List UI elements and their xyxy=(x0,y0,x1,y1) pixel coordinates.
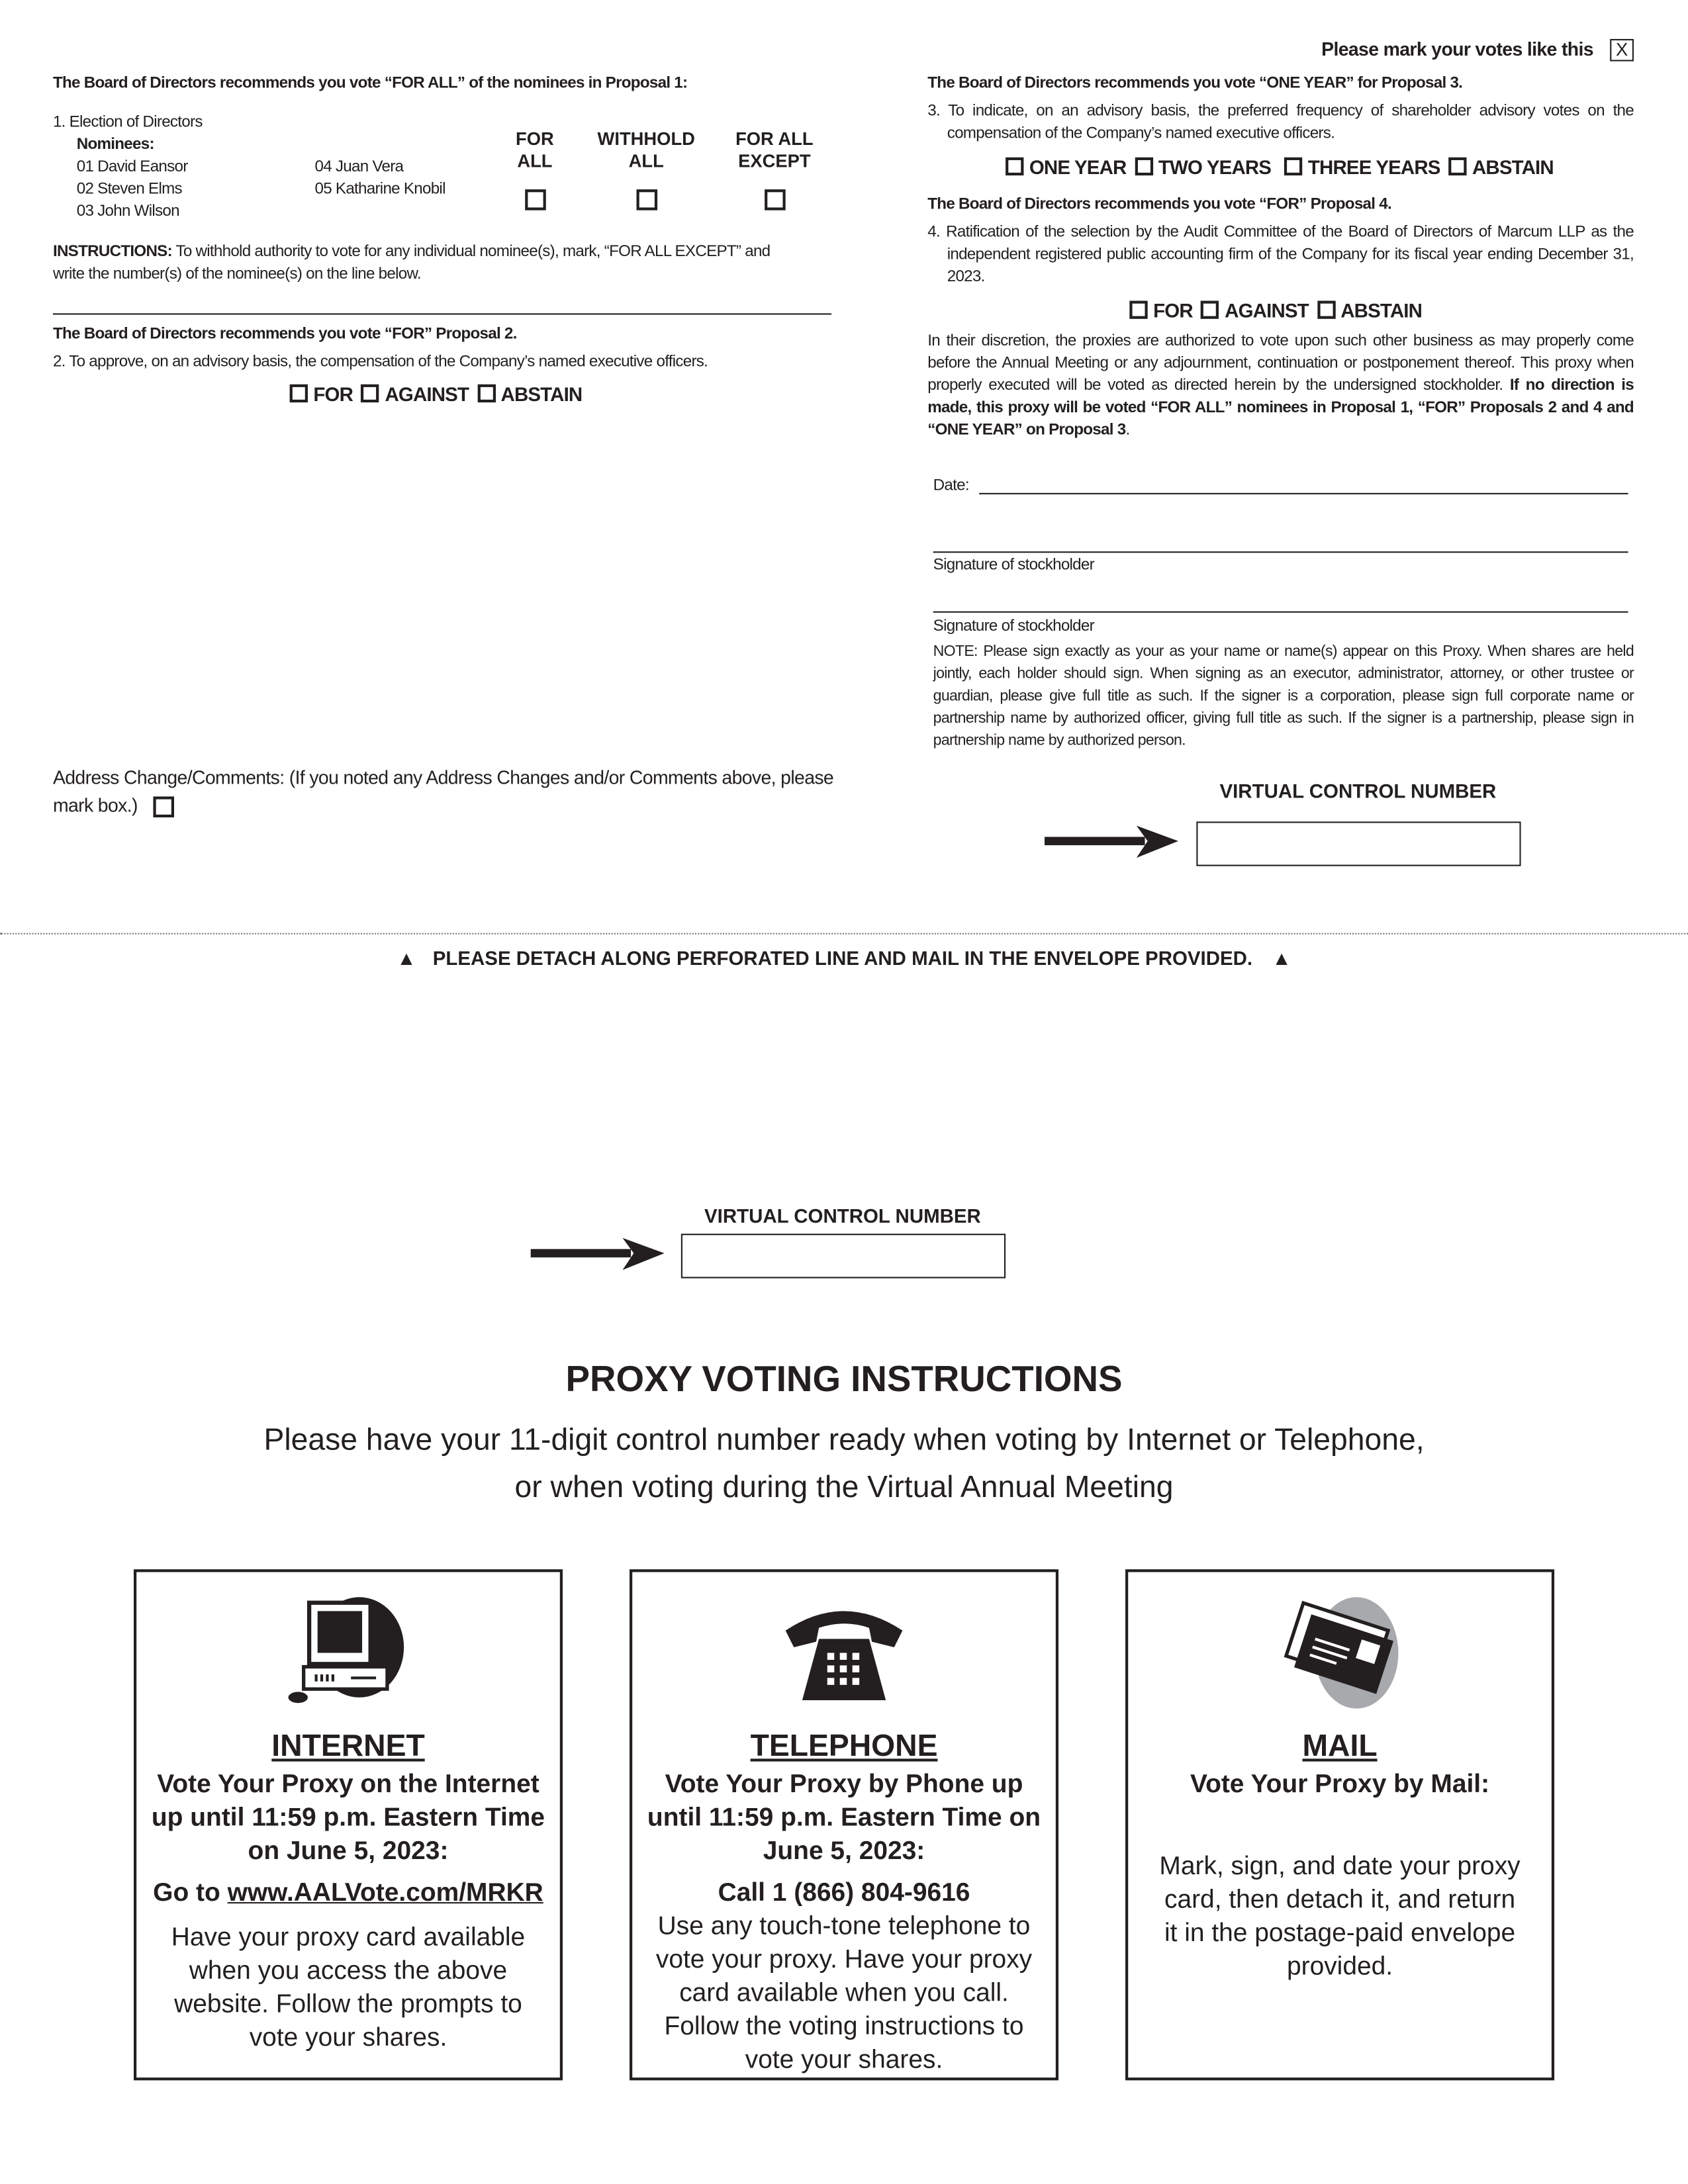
proposal2-heading: The Board of Directors recommends you vote “FOR” Proposal 2. xyxy=(52,326,517,343)
mail-heading: MAIL xyxy=(1302,1728,1378,1763)
triangle-up-icon: ▲ xyxy=(1272,946,1291,970)
proposal1-item: 1. Election of Directors xyxy=(52,114,203,131)
example-mark-icon: X xyxy=(1610,39,1634,62)
discretion-text: In their discretion, the proxies are authorized to vote upon such other business as may properly come before the Annual Meeting or any adjournment, continuation or postponement thereof. This proxy when properly executed will be voted as directed herein by the undersigned stockholder. If no direction is made, this proxy will be voted “FOR ALL” nominees in Proposal 1, “FOR” Proposals 2 and 4 and “ONE YEAR” on Proposal 3. xyxy=(927,332,1634,439)
arrow-right-icon xyxy=(531,1236,666,1271)
telephone-deadline: Vote Your Proxy by Phone up until 11:59 p.m. Eastern Time on June 5, 2023: xyxy=(647,1768,1041,1865)
telephone-icon xyxy=(774,1592,914,1717)
signature-field-2[interactable] xyxy=(933,612,1628,613)
voting-instructions-subtitle: or when voting during the Virtual Annual Meeting xyxy=(514,1469,1174,1504)
column-for-all-except: FOR ALL EXCEPT xyxy=(735,128,814,171)
internet-card xyxy=(134,1569,563,2080)
proposal4-text: 4. Ratification of the selection by the Audit Committee of the Board of Directors of Marcum LLP as the independent registered public accounting firm of the Company for its fiscal year ending December 31, 2023. xyxy=(927,224,1634,286)
proposal2-options: FOR AGAINST ABSTAIN xyxy=(290,383,590,406)
proposal1-instructions-line2: write the number(s) of the nominee(s) on the line below. xyxy=(52,265,421,283)
triangle-up-icon: ▲ xyxy=(397,946,416,970)
two-years-checkbox[interactable] xyxy=(1135,158,1152,175)
date-label: Date: xyxy=(933,477,969,494)
virtual-control-number-box xyxy=(1196,821,1521,866)
internet-instructions: Have your proxy card available when you access the above website. Follow the prompts to vote your shares. xyxy=(171,1921,526,2052)
mail-subheading: Vote Your Proxy by Mail: xyxy=(1190,1768,1490,1798)
voting-instructions-title: PROXY VOTING INSTRUCTIONS xyxy=(565,1357,1123,1400)
nominee-exception-line[interactable] xyxy=(53,313,831,314)
computer-icon xyxy=(279,1592,418,1717)
column-for-all: FOR ALL xyxy=(516,128,554,171)
proposal3-heading: The Board of Directors recommends you vote “ONE YEAR” for Proposal 3. xyxy=(927,75,1463,92)
three-years-checkbox[interactable] xyxy=(1284,158,1302,175)
nominee: 01 David Eansor xyxy=(76,158,188,176)
proposal3-abstain-checkbox[interactable] xyxy=(1448,158,1466,175)
proposal4-heading: The Board of Directors recommends you vote “FOR” Proposal 4. xyxy=(927,196,1391,213)
internet-heading: INTERNET xyxy=(271,1728,425,1763)
proposal2-abstain-checkbox[interactable] xyxy=(477,385,495,402)
proposal2-against-checkbox[interactable] xyxy=(361,385,379,402)
nominee: 05 Katharine Knobil xyxy=(314,181,445,198)
date-field[interactable] xyxy=(979,493,1628,494)
nominee: 02 Steven Elms xyxy=(76,181,182,198)
arrow-right-icon xyxy=(1045,825,1180,860)
proposal3-options: ONE YEAR TWO YEARS THREE YEARS ABSTAIN xyxy=(1006,156,1562,179)
vote-website-link[interactable]: www.AALVote.com/MRKR xyxy=(227,1877,543,1907)
signature-label-1: Signature of stockholder xyxy=(933,557,1094,574)
detach-instructions: ▲ PLEASE DETACH ALONG PERFORATED LINE AND MAIL IN THE ENVELOPE PROVIDED. ▲ xyxy=(397,946,1291,970)
mark-hint xyxy=(1321,39,1593,60)
address-change-checkbox[interactable] xyxy=(154,796,175,817)
telephone-instructions: Use any touch-tone telephone to vote your proxy. Have your proxy card available when you call. Follow the voting instructions to vote your shares. xyxy=(655,1910,1033,2073)
mark-hint-label: Please mark your votes like this xyxy=(1321,38,1593,60)
voting-instructions-subtitle: Please have your 11-digit control number ready when voting by Internet or Telephone, xyxy=(263,1422,1425,1457)
proposal1-instructions: INSTRUCTIONS: To withhold authority to vote for any individual nominee(s), mark, “FOR ALL EXCEPT” and xyxy=(52,244,771,261)
proposal4-options: FOR AGAINST ABSTAIN xyxy=(1129,299,1430,322)
mail-card xyxy=(1125,1569,1554,2080)
telephone-number: Call 1 (866) 804-9616 xyxy=(718,1877,970,1907)
virtual-control-number-label: VIRTUAL CONTROL NUMBER xyxy=(1219,780,1497,802)
telephone-card xyxy=(630,1569,1058,2080)
internet-deadline: Vote Your Proxy on the Internet up until 11:59 p.m. Eastern Time on June 5, 2023: xyxy=(151,1768,545,1865)
proposal2-text: 2. To approve, on an advisory basis, the compensation of the Company’s named executive officers. xyxy=(52,353,708,371)
column-withhold-all: WITHHOLD ALL xyxy=(597,128,695,171)
virtual-control-number-label: VIRTUAL CONTROL NUMBER xyxy=(704,1204,981,1227)
withhold-all-checkbox[interactable] xyxy=(637,189,658,210)
signature-field-1[interactable] xyxy=(933,551,1628,553)
for-all-checkbox[interactable] xyxy=(525,189,546,210)
signature-note: NOTE: Please sign exactly as your as your name or name(s) appear on this Proxy. When shares are held jointly, each holder should sign. When signing as an executor, administrator, attorney, or other trustee or guardian, please give full title as such. If the signer is a corporation, please sign full corporate name or partnership name by authorized officer, giving full title as such. If the signer is a partnership, please sign in partnership name by authorized person. xyxy=(933,643,1634,749)
telephone-heading: TELEPHONE xyxy=(750,1728,938,1763)
nominee: 03 John Wilson xyxy=(76,203,179,220)
signature-label-2: Signature of stockholder xyxy=(933,618,1094,635)
virtual-control-number-box xyxy=(681,1234,1006,1278)
mail-envelope-icon xyxy=(1270,1592,1409,1717)
for-all-except-checkbox[interactable] xyxy=(765,189,786,210)
proposal4-for-checkbox[interactable] xyxy=(1129,300,1147,318)
proposal3-text: 3. To indicate, on an advisory basis, the preferred frequency of shareholder advisory votes on the compensation of the Company’s named executive officers. xyxy=(927,103,1634,142)
mail-instructions: Mark, sign, and date your proxy card, then detach it, and return it in the postage-paid envelope provided. xyxy=(1159,1850,1521,1980)
address-change: Address Change/Comments: (If you noted any Address Changes and/or Comments above, please mark box.) xyxy=(53,764,833,820)
nominees-label: Nominees: xyxy=(76,136,154,154)
proposal2-for-checkbox[interactable] xyxy=(290,385,308,402)
internet-goto: Go to www.AALVote.com/MRKR xyxy=(153,1877,543,1907)
proposal1-heading: The Board of Directors recommends you vote “FOR ALL” of the nominees in Proposal 1: xyxy=(52,75,688,92)
perforated-line xyxy=(0,933,1688,934)
nominee: 04 Juan Vera xyxy=(314,158,404,176)
proposal4-against-checkbox[interactable] xyxy=(1201,300,1219,318)
proposal4-abstain-checkbox[interactable] xyxy=(1317,300,1335,318)
one-year-checkbox[interactable] xyxy=(1006,158,1023,175)
